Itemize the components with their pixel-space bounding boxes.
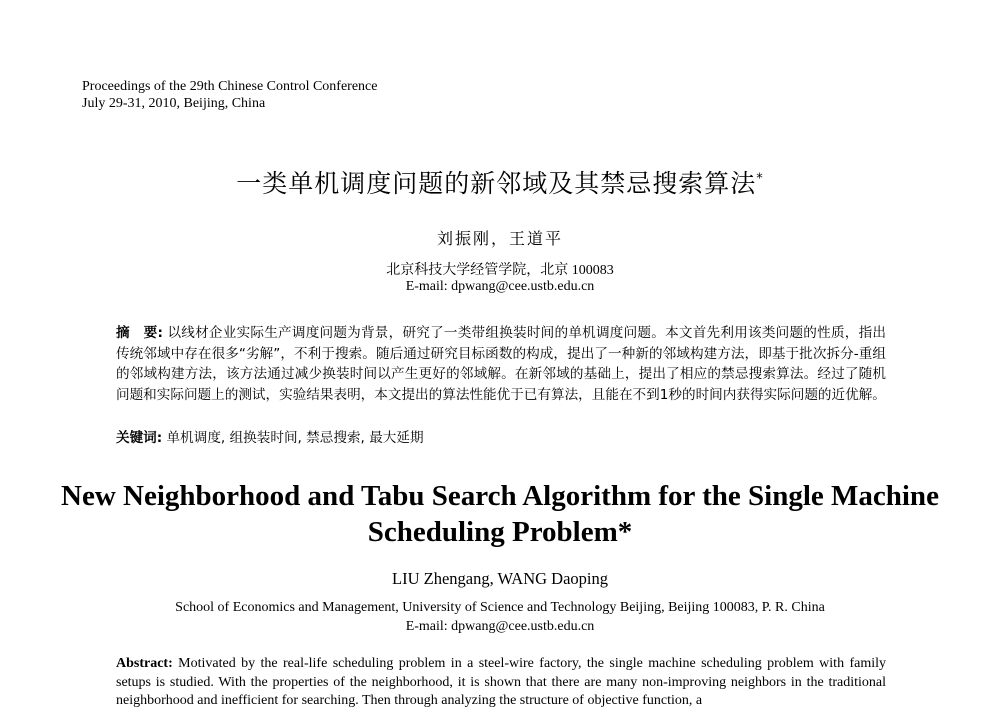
english-affiliation: School of Economics and Management, University of Science and Technology Beijing, Beijing 100083, P. R. China (175, 600, 825, 615)
proceedings-date: July 29-31, 2010, Beijing, China (82, 96, 266, 111)
chinese-abstract (116, 323, 886, 405)
english-authors: LIU Zhengang, WANG Daoping (392, 569, 608, 588)
proceedings-name: Proceedings of the 29th Chinese Control Conference (82, 79, 378, 94)
english-title: New Neighborhood and Tabu Search Algorithm for the Single Machine Scheduling Problem* (61, 480, 939, 548)
chinese-keywords-label: 关键词: (116, 430, 163, 446)
english-abstract (116, 655, 886, 711)
chinese-keywords (116, 428, 886, 448)
chinese-abstract-text: 以线材企业实际生产调度问题为背景，研究了一类带组换装时间的单机调度问题。本文首先利用该类问题的性质，指出传统邻域中存在很多“劣解”，不利于搜索。随后通过研究目标函数的构成，提出了一种新的邻域构建方法，即基于批次拆分-重组的邻域构建方法，该方法通过减少换装时间以产生更好的邻域解。在新邻域的基础上，提出了相应的禁忌搜索算法。经过了随机问题和实际问题上的测试，实验结果表明，本文提出的算法性能优于已有算法，且能在不到1秒的时间内获得实际问题的近优解。 (116, 325, 887, 403)
chinese-title-text: 一类单机调度问题的新邻域及其禁忌搜索算法 (236, 169, 757, 198)
chinese-title-footnote-mark: * (756, 171, 764, 187)
chinese-authors: 刘振刚，王道平 (436, 229, 563, 248)
english-abstract-text: Motivated by the real-life scheduling problem in a steel-wire factory, the single machine scheduling problem with family setups is studied. With the properties of the neighborhood, it is shown that there are many non-improving neighbors in the traditional neighborhood and inefficient for searching. Then through analyzing the structure of objective function, a (116, 656, 887, 708)
chinese-title (0, 164, 1000, 200)
chinese-keywords-text: 单机调度, 组换装时间, 禁忌搜索, 最大延期 (166, 430, 424, 446)
chinese-affiliation: 北京科技大学经管学院，北京 100083 (386, 263, 614, 278)
chinese-email: E-mail: dpwang@cee.ustb.edu.cn (405, 279, 595, 294)
english-email: E-mail: dpwang@cee.ustb.edu.cn (405, 619, 595, 634)
proceedings-header (82, 78, 377, 112)
english-abstract-label: Abstract: (116, 656, 173, 671)
chinese-abstract-label: 摘 要: (116, 325, 163, 341)
